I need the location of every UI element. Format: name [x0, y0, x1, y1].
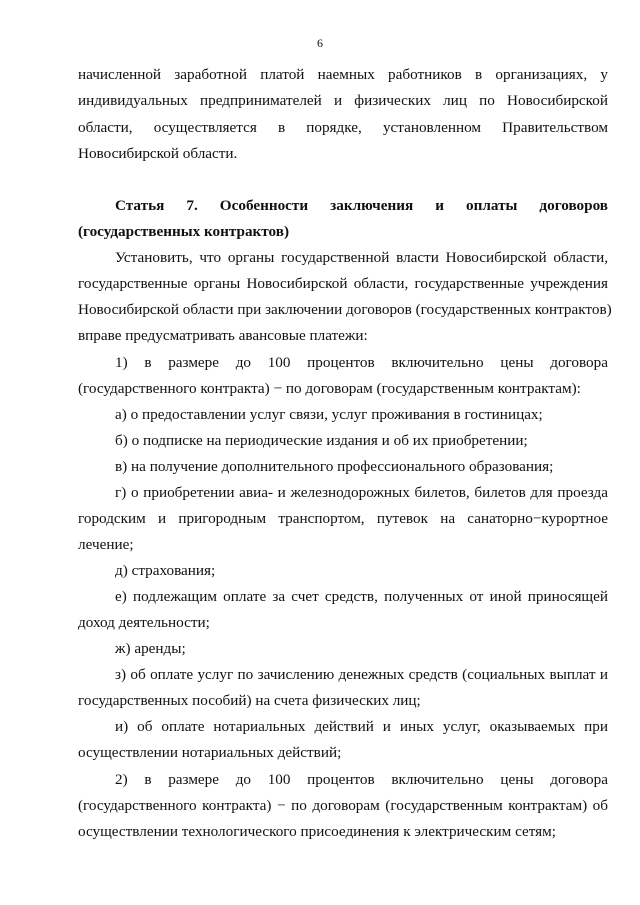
article-heading: Статья 7. Особенности заключения и оплаты договоров: [115, 197, 608, 214]
text-line: (государственного контракта) − по договорам (государственным контрактам) об: [78, 797, 608, 814]
text-line: Новосибирской области.: [78, 145, 238, 162]
text-line: государственные органы Новосибирской области, государственные учреждения: [78, 275, 608, 292]
list-item: в) на получение дополнительного профессионального образования;: [115, 458, 554, 475]
text-line: индивидуальных предпринимателей и физических лиц по Новосибирской: [78, 92, 608, 109]
list-item: а) о предоставлении услуг связи, услуг проживания в гостиницах;: [115, 406, 543, 423]
list-item: д) страхования;: [115, 562, 216, 579]
text-line: государственных пособий) на счета физических лиц;: [78, 692, 421, 709]
text-line: Установить, что органы государственной власти Новосибирской области,: [115, 249, 608, 266]
text-line: вправе предусматривать авансовые платежи:: [78, 327, 368, 344]
text-line: лечение;: [78, 536, 134, 553]
article-heading-cont: (государственных контрактов): [78, 223, 290, 240]
text-line: области, осуществляется в порядке, установленном Правительством: [78, 119, 608, 136]
page-number: 6: [317, 36, 323, 50]
list-item: 1) в размере до 100 процентов включительно цены договора: [115, 354, 608, 371]
list-item: ж) аренды;: [115, 640, 186, 657]
list-item: и) об оплате нотариальных действий и иных услуг, оказываемых при: [115, 718, 608, 735]
list-item: г) о приобретении авиа- и железнодорожных билетов, билетов для проезда: [115, 484, 608, 501]
text-line: доход деятельности;: [78, 614, 210, 631]
text-line: осуществлении технологического присоединения к электрическим сетям;: [78, 823, 556, 840]
list-item: б) о подписке на периодические издания и об их приобретении;: [115, 432, 528, 449]
text-line: городским и пригородным транспортом, путевок на санаторно−курортное: [78, 510, 608, 527]
text-line: осуществлении нотариальных действий;: [78, 744, 342, 761]
list-item: з) об оплате услуг по зачислению денежных средств (социальных выплат и: [115, 666, 608, 683]
text-line: начисленной заработной платой наемных работников в организациях, у: [78, 66, 608, 83]
text-line: (государственного контракта) − по договорам (государственным контрактам):: [78, 380, 581, 397]
list-item: 2) в размере до 100 процентов включительно цены договора: [115, 771, 608, 788]
list-item: е) подлежащим оплате за счет средств, полученных от иной приносящей: [115, 588, 608, 605]
text-line: Новосибирской области при заключении договоров (государственных контрактов): [78, 301, 612, 318]
